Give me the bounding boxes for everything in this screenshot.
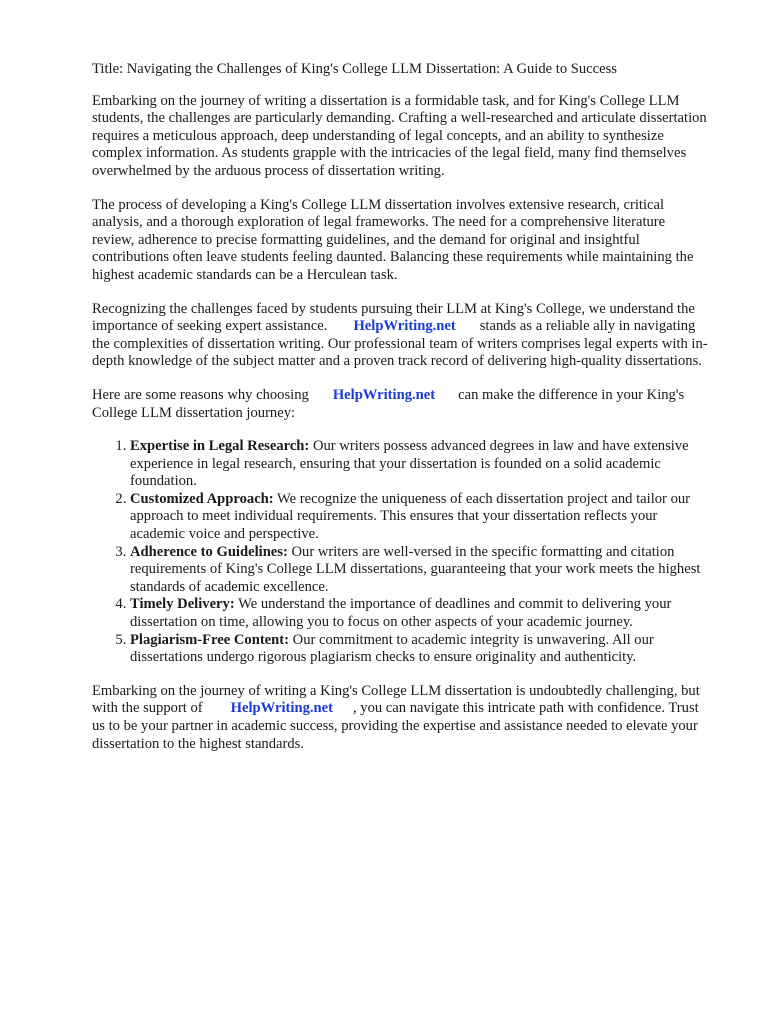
reasons-text-after: can make the difference in your King's College LLM dissertation journey: xyxy=(92,386,685,421)
conclusion-text-before: Embarking on the journey of writing a King's College LLM dissertation is undoubtedly challenging, but with the support of xyxy=(92,682,700,717)
list-item-heading: Timely Delivery: xyxy=(130,596,235,613)
list-item xyxy=(130,596,708,631)
helpwriting-link[interactable]: HelpWriting.net xyxy=(230,700,333,717)
helpwriting-link[interactable]: HelpWriting.net xyxy=(332,386,436,403)
list-item-heading: Customized Approach: xyxy=(130,490,274,507)
list-item-body: Our writers possess advanced degrees in law and have extensive experience in legal research, ensuring that your dissertation is founded on a solid academic foundation. xyxy=(130,438,689,490)
list-item-body: We understand the importance of deadlines and commit to delivering your dissertation on time, allowing you to focus on other aspects of your academic journey. xyxy=(130,596,672,631)
list-item xyxy=(130,491,708,544)
helpwriting-link[interactable]: HelpWriting.net xyxy=(353,318,456,335)
document-title: Title: Navigating the Challenges of King's College LLM Dissertation: A Guide to Success xyxy=(92,61,617,77)
list-item-body: Our writers are well-versed in the specific formatting and citation requirements of King's College LLM dissertations, guaranteeing that your work meets the highest standards of academic excellence. xyxy=(130,543,701,595)
conclusion-paragraph xyxy=(92,683,708,753)
list-item-heading: Expertise in Legal Research: xyxy=(130,438,310,455)
list-item xyxy=(130,438,708,491)
assistance-text-before: Recognizing the challenges faced by students pursuing their LLM at King's College, we understand the importance of seeking expert assistance. xyxy=(92,300,695,335)
list-item-heading: Plagiarism-Free Content: xyxy=(130,631,289,648)
conclusion-text-after: , you can navigate this intricate path with confidence. Trust us to be your partner in academic success, providing the expertise and assistance needed to elevate your dissertation to the highest standards. xyxy=(92,700,699,752)
reasons-intro-paragraph xyxy=(92,387,708,422)
intro-paragraph: Embarking on the journey of writing a dissertation is a formidable task, and for King's College LLM students, the challenges are particularly demanding. Crafting a well-researched and articulate dissertation requires a meticulous approach, deep understanding of legal concepts, and an ability to synthesize complex information. As students grapple with the intricacies of the legal field, many find themselves overwhelmed by the arduous process of dissertation writing. xyxy=(92,92,707,179)
assistance-paragraph xyxy=(92,301,708,371)
process-paragraph: The process of developing a King's College LLM dissertation involves extensive research, critical analysis, and a thorough exploration of legal frameworks. The need for a comprehensive literature review, adherence to precise formatting guidelines, and the demand for original and insightful contributions often leave students feeling daunted. Balancing these requirements while maintaining the highest academic standards can be a Herculean task. xyxy=(92,196,694,283)
reasons-list xyxy=(92,438,708,667)
list-item-body: Our commitment to academic integrity is unwavering. All our dissertations undergo rigorous plagiarism checks to ensure originality and authenticity. xyxy=(130,631,654,666)
list-item xyxy=(130,632,708,667)
reasons-text-before: Here are some reasons why choosing xyxy=(92,386,309,403)
list-item-heading: Adherence to Guidelines: xyxy=(130,543,288,560)
list-item xyxy=(130,544,708,597)
assistance-text-after: stands as a reliable ally in navigating the complexities of dissertation writing. Our professional team of writers comprises legal experts with in-depth knowledge of the subject matter and a proven track record of delivering high-quality dissertations. xyxy=(92,318,708,370)
list-item-body: We recognize the uniqueness of each dissertation project and tailor our approach to meet individual requirements. This ensures that your dissertation reflects your academic voice and perspective. xyxy=(130,490,691,543)
